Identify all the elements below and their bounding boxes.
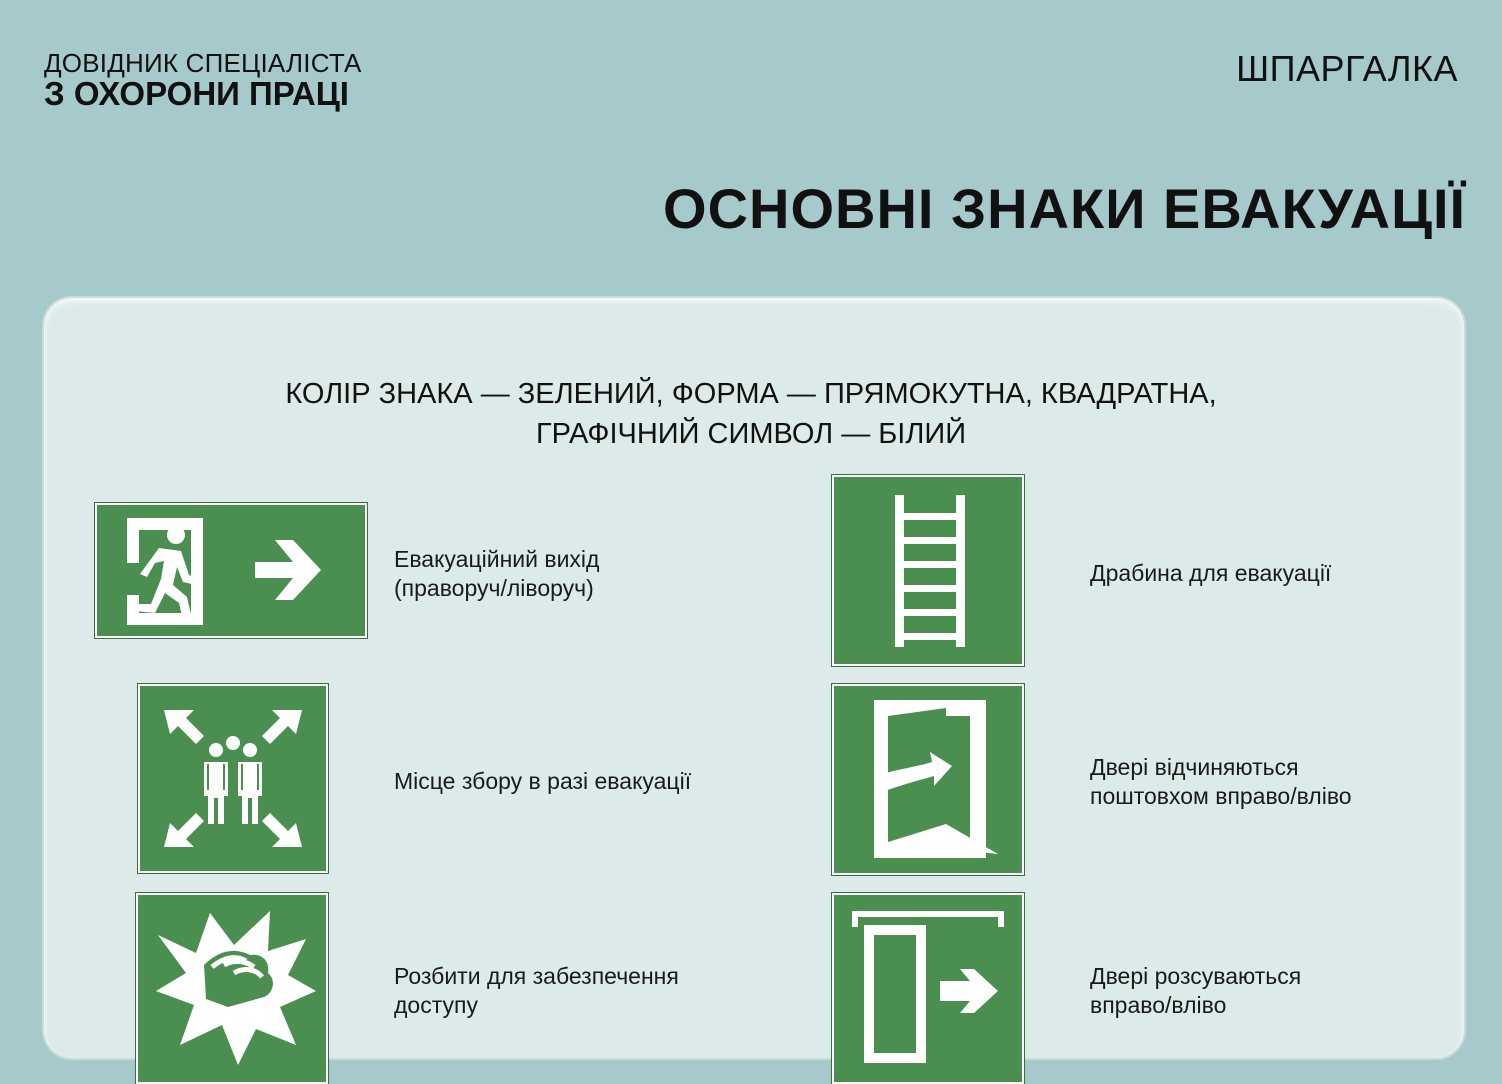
caption-line: Місце збору в разі евакуації [394, 768, 692, 794]
brand-line2: З ОХОРОНИ ПРАЦІ [44, 75, 349, 113]
caption-ladder [1090, 559, 1331, 588]
caption-line: поштовхом вправо/вліво [1090, 783, 1352, 809]
caption-sliding-door [1090, 962, 1301, 1020]
assembly-point-icon [140, 686, 326, 871]
exit-right-icon [97, 505, 365, 636]
brand-line1: ДОВІДНИК СПЕЦІАЛІСТА [44, 48, 362, 78]
subtitle-line1: КОЛІР ЗНАКА — ЗЕЛЕНИЙ, ФОРМА — ПРЯМОКУТНА, КВАДРАТНА, [285, 378, 1217, 410]
caption-line: Двері відчиняються [1090, 754, 1299, 780]
card-subtitle [0, 374, 1502, 454]
break-glass-icon [138, 895, 326, 1082]
caption-line: вправо/вліво [1090, 992, 1227, 1018]
ladder-sign [832, 475, 1024, 666]
caption-exit [394, 545, 599, 603]
page-title: ОСНОВНІ ЗНАКИ ЕВАКУАЦІЇ [663, 177, 1466, 240]
ladder-icon [834, 477, 1022, 664]
subtitle-line2: ГРАФІЧНИЙ СИМВОЛ — БІЛИЙ [535, 418, 967, 450]
exit-sign [95, 503, 367, 638]
caption-line: Двері розсуваються [1090, 963, 1302, 989]
brand [44, 50, 362, 112]
caption-line: (праворуч/ліворуч) [394, 575, 594, 601]
caption-line: Драбина для евакуації [1090, 560, 1332, 586]
caption-line: Розбити для забезпечення [394, 963, 679, 989]
break-glass-sign [136, 893, 328, 1084]
caption-assembly [394, 767, 691, 796]
sliding-door-icon [834, 895, 1022, 1082]
caption-break-glass [394, 962, 679, 1020]
sliding-door-sign [832, 893, 1024, 1084]
caption-line: доступу [394, 992, 478, 1018]
caption-door-push [1090, 753, 1352, 811]
door-push-icon [834, 686, 1022, 873]
cheatsheet-label: ШПАРГАЛКА [1236, 48, 1458, 89]
door-push-sign [832, 684, 1024, 875]
assembly-sign [138, 684, 328, 873]
caption-line: Евакуаційний вихід [394, 546, 600, 572]
